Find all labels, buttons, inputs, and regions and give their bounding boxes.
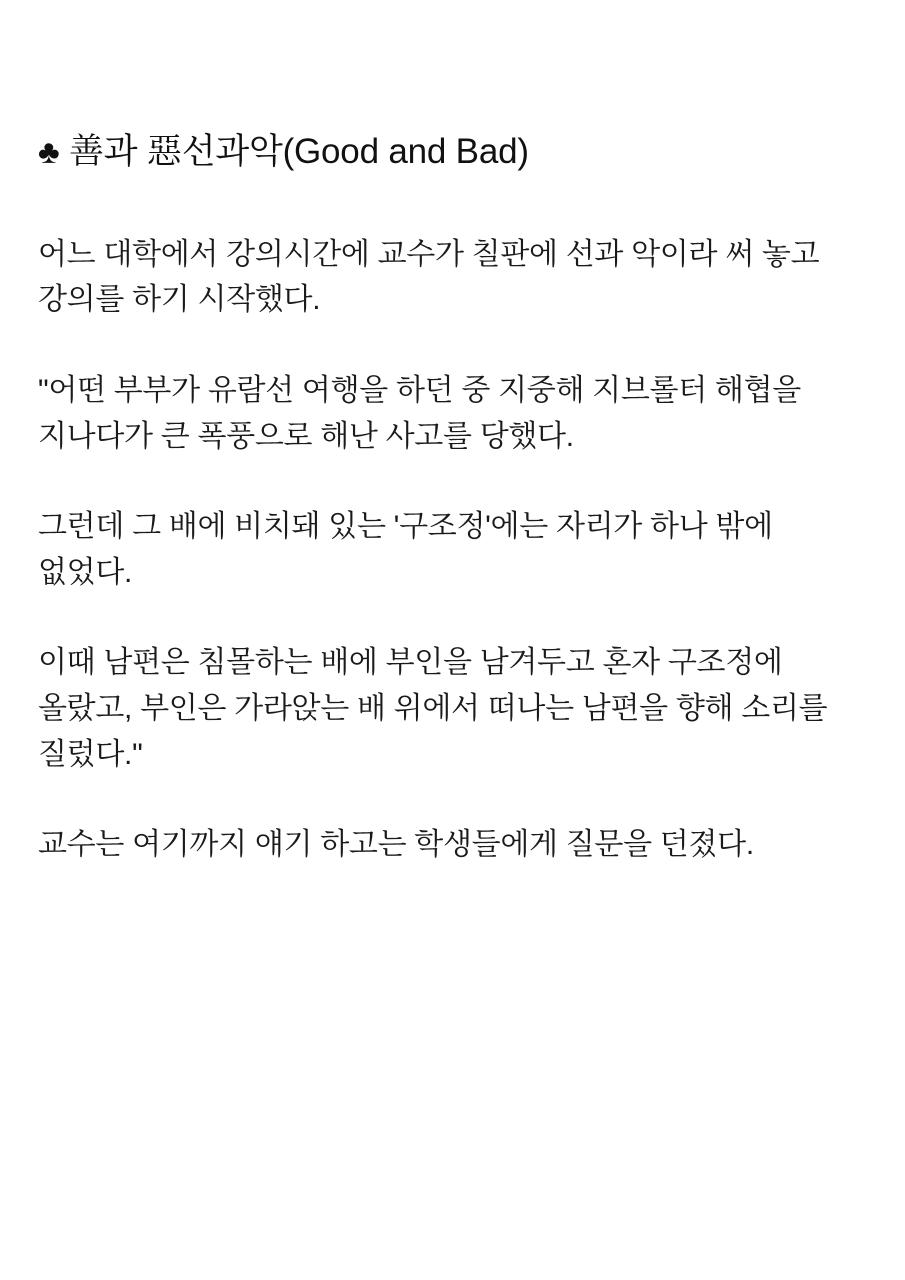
paragraph: 교수는 여기까지 얘기 하고는 학생들에게 질문을 던졌다. xyxy=(38,828,754,862)
page-title-text: 善과 惡선과악(Good and Bad) xyxy=(69,132,529,171)
page-title xyxy=(38,130,867,174)
club-suit-icon: ♣ xyxy=(38,133,60,170)
paragraph: 이때 남편은 침몰하는 배에 부인을 남겨두고 혼자 구조정에 올랐고, 부인은 가라앉는 배 위에서 떠나는 남편을 향해 소리를 질렀다." xyxy=(38,646,828,771)
paragraph: 어느 대학에서 강의시간에 교수가 칠판에 선과 악이라 써 놓고 강의를 하기 시작했다. xyxy=(38,237,820,317)
paragraph: 그런데 그 배에 비치돼 있는 '구조정'에는 자리가 하나 밖에 없었다. xyxy=(38,510,773,589)
paragraph: "어떤 부부가 유람선 여행을 하던 중 지중해 지브롤터 해협을 지나다가 큰 폭풍으로 해난 사고를 당했다. xyxy=(38,373,801,453)
